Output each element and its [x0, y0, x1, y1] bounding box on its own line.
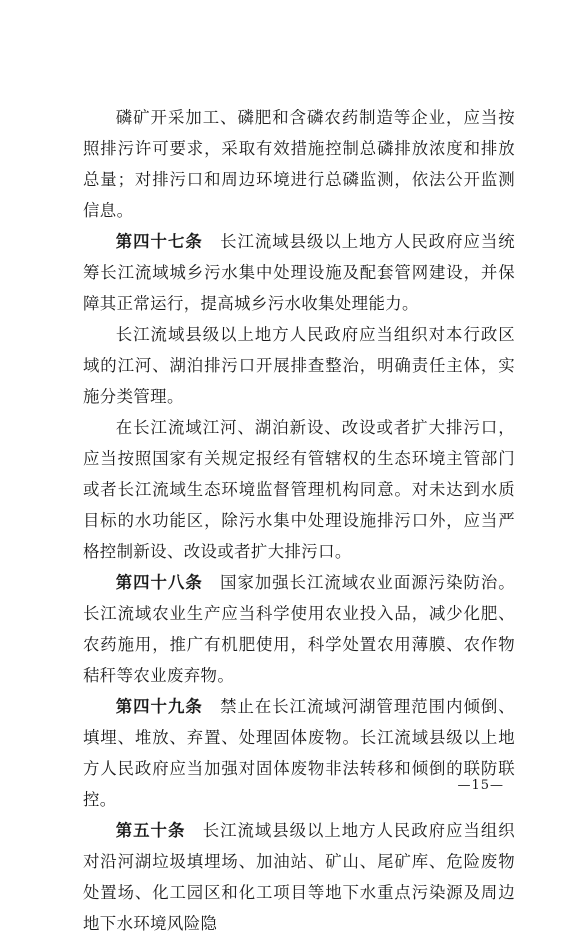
paragraph-5 [83, 567, 515, 691]
article-heading: 第五十条 [115, 821, 186, 840]
paragraph-6 [83, 691, 515, 815]
paragraph-1 [83, 102, 515, 226]
paragraph-text: 磷矿开采加工、磷肥和含磷农药制造等企业，应当按照排污许可要求，采取有效措施控制总磷排放浓度和排放总量；对排污口和周边环境进行总磷监测，依法公开监测信息。 [83, 108, 515, 220]
paragraph-text: 在长江流域江河、湖泊新设、改设或者扩大排污口，应当按照国家有关规定报经有管辖权的生态环境主管部门或者长江流域生态环境监督管理机构同意。对未达到水质目标的水功能区，除污水集中处理设施排污口外，应当严格控制新设、改设或者扩大排污口。 [83, 418, 515, 561]
paragraph-text: 国家加强长江流域农业面源污染防治。长江流域农业生产应当科学使用农业投入品，减少化肥、农药施用，推广有机肥使用，科学处置农用薄膜、农作物秸秆等农业废弃物。 [83, 573, 516, 685]
article-heading: 第四十八条 [115, 573, 203, 592]
article-heading: 第四十七条 [115, 232, 203, 251]
paragraph-text: 禁止在长江流域河湖管理范围内倾倒、填埋、堆放、弃置、处理固体废物。长江流域县级以上地方人民政府应当加强对固体废物非法转移和倾倒的联防联控。 [83, 697, 516, 809]
paragraph-3 [83, 319, 515, 412]
body-text [83, 102, 515, 939]
paragraph-7 [83, 815, 515, 939]
page-number: —15— [457, 778, 504, 793]
paragraph-text: 长江流域县级以上地方人民政府应当组织对本行政区域的江河、湖泊排污口开展排查整治，明确责任主体，实施分类管理。 [83, 325, 515, 406]
paragraph-2 [83, 226, 515, 319]
paragraph-4 [83, 412, 515, 567]
article-heading: 第四十九条 [115, 697, 203, 716]
paragraph-text: 长江流域县级以上地方人民政府应当组织对沿河湖垃圾填埋场、加油站、矿山、尾矿库、危险废物处置场、化工园区和化工项目等地下水重点污染源及周边地下水环境风险隐 [83, 821, 515, 933]
paragraph-text: 长江流域县级以上地方人民政府应当统筹长江流域城乡污水集中处理设施及配套管网建设，并保障其正常运行，提高城乡污水收集处理能力。 [83, 232, 516, 313]
